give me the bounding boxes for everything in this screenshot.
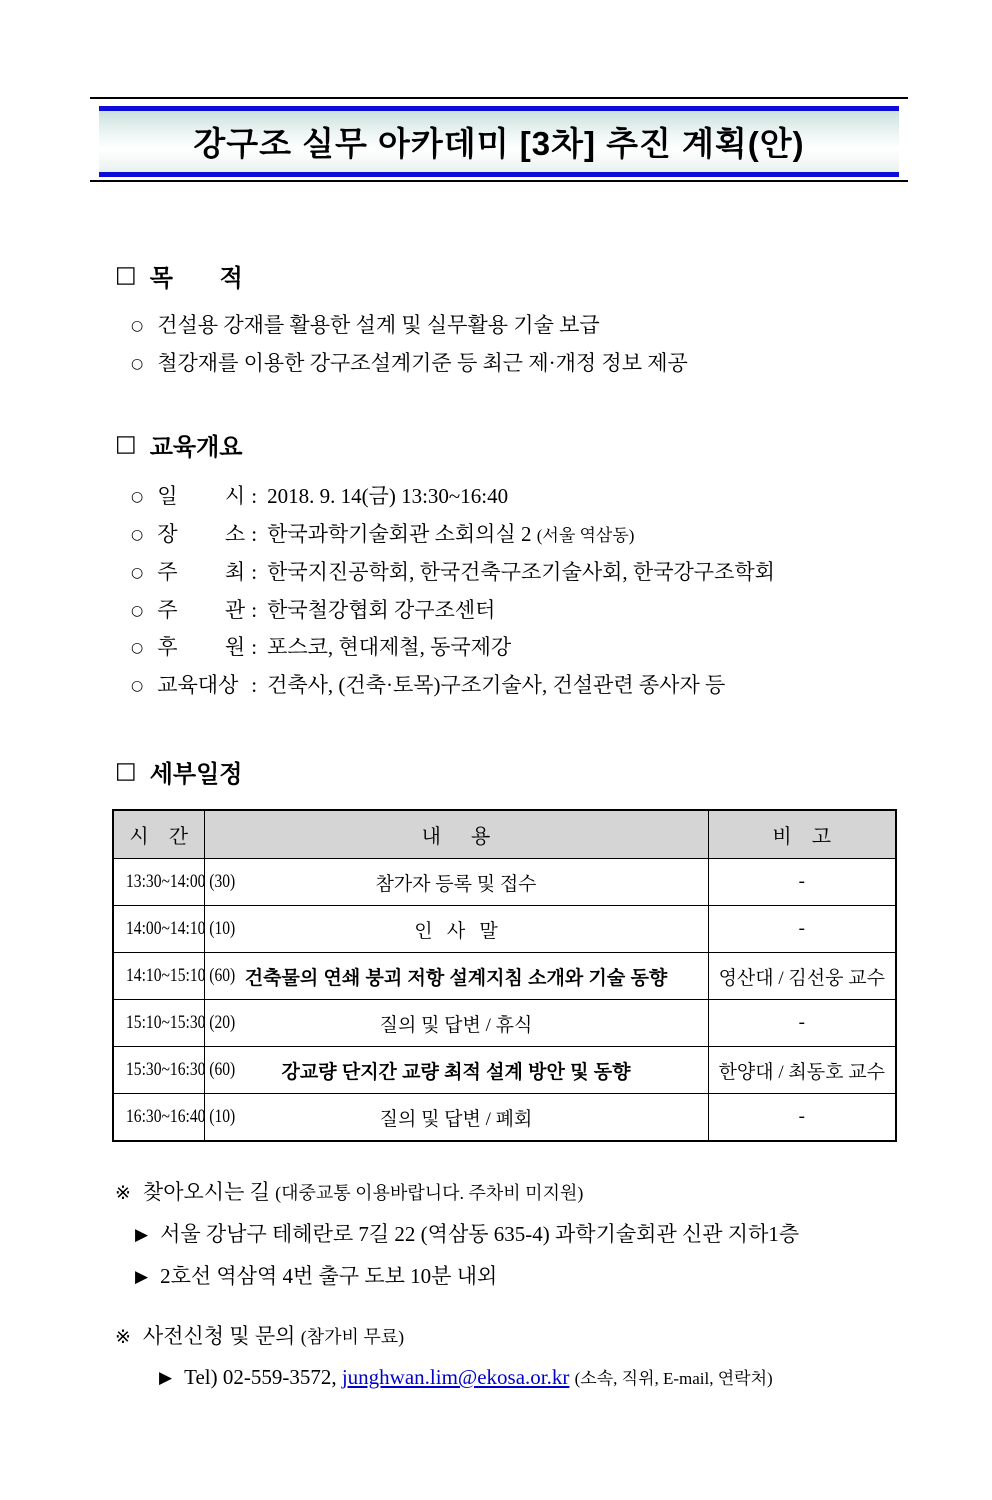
overview-value: 2018. 9. 14(금) 13:30~16:40 xyxy=(267,484,509,508)
reference-mark-icon: ※ xyxy=(115,1326,131,1348)
cell-note: - xyxy=(708,1000,896,1047)
cell-note: 영산대 / 김선웅 교수 xyxy=(708,953,896,1000)
overview-item-sponsors xyxy=(131,629,992,667)
overview-value: 한국철강협회 강구조센터 xyxy=(267,597,496,622)
circle-bullet-icon: ○ xyxy=(131,602,144,619)
cell-time: 14:00~14:10 (10) xyxy=(113,906,204,953)
cell-time: 14:10~15:10 (60) xyxy=(113,953,204,1000)
directions-item-text: 2호선 역삼역 4번 출구 도보 10분 내외 xyxy=(160,1264,498,1288)
schedule-heading xyxy=(115,754,992,789)
title-banner-inner xyxy=(99,106,899,177)
arrow-bullet-icon: ▶ xyxy=(135,1267,149,1287)
overview-item-hosts xyxy=(131,554,992,592)
overview-item-organizer xyxy=(131,592,992,630)
colon: : xyxy=(251,597,258,622)
circle-bullet-icon: ○ xyxy=(131,526,144,543)
schedule-row xyxy=(113,1094,896,1142)
cell-content: 참가자 등록 및 접수 xyxy=(204,859,708,906)
overview-label: 주 관 xyxy=(157,597,246,622)
directions-title-line xyxy=(115,1176,992,1206)
cell-content: 질의 및 답변 / 휴식 xyxy=(204,1000,708,1047)
page-title: 강구조 실무 아카데미 [3차] 추진 계획(안) xyxy=(193,125,805,162)
overview-item-venue xyxy=(131,516,992,555)
registration-contact-line xyxy=(159,1364,992,1390)
overview-value-note: (서울 역삼동) xyxy=(536,525,635,545)
registration-title-line xyxy=(115,1320,992,1350)
circle-bullet-icon: ○ xyxy=(131,640,144,656)
directions-title: 찾아오시는 길 xyxy=(142,1180,270,1204)
title-banner xyxy=(90,97,908,182)
overview-value: 포스코, 현대제철, 동국제강 xyxy=(267,635,512,659)
square-marker-icon: □ xyxy=(115,431,137,457)
section-overview xyxy=(115,427,992,704)
overview-label: 주 최 xyxy=(157,560,246,584)
reference-mark-icon: ※ xyxy=(115,1182,131,1204)
col-header-content: 내 용 xyxy=(204,810,708,859)
overview-value: 한국과학기술회관 소회의실 2 xyxy=(267,521,532,546)
cell-note: - xyxy=(708,1094,896,1142)
square-marker-icon: □ xyxy=(115,758,137,784)
overview-value: 건축사, (건축·토목)구조기술사, 건설관련 종사자 등 xyxy=(267,672,726,697)
circle-bullet-icon: ○ xyxy=(131,489,144,505)
purpose-heading-text: 목 적 xyxy=(149,265,243,292)
purpose-item-text: 철강재를 이용한 강구조설계기준 등 최근 제·개정 정보 제공 xyxy=(157,351,688,375)
registration-note: (참가비 무료) xyxy=(300,1327,405,1347)
schedule-row xyxy=(113,1047,896,1094)
overview-label: 일 시 xyxy=(157,484,246,508)
cell-time: 15:30~16:30 (60) xyxy=(113,1047,204,1094)
directions-note: (대중교통 이용바랍니다. 주차비 미지원) xyxy=(275,1183,584,1203)
overview-item-datetime xyxy=(131,478,992,516)
overview-label: 교육대상 xyxy=(157,672,239,697)
colon: : xyxy=(251,484,258,508)
document-page xyxy=(0,97,992,1500)
cell-time: 15:10~15:30 (20) xyxy=(113,1000,204,1047)
directions-item-text: 서울 강남구 테헤란로 7길 22 (역삼동 635-4) 과학기술회관 신관 지하1층 xyxy=(160,1222,800,1246)
cell-note: - xyxy=(708,859,896,906)
colon: : xyxy=(251,521,258,546)
schedule-row xyxy=(113,859,896,906)
circle-bullet-icon: ○ xyxy=(131,318,144,334)
directions-item-address xyxy=(135,1218,992,1248)
schedule-header-row xyxy=(113,810,896,859)
overview-item-audience xyxy=(131,667,992,705)
purpose-item xyxy=(131,307,992,345)
overview-heading xyxy=(115,427,992,462)
overview-label: 후 원 xyxy=(157,635,246,659)
arrow-bullet-icon: ▶ xyxy=(135,1225,149,1245)
col-header-time: 시 간 xyxy=(113,810,204,859)
purpose-item xyxy=(131,345,992,383)
contact-email-note: (소속, 직위, E-mail, 연락처) xyxy=(574,1369,773,1388)
circle-bullet-icon: ○ xyxy=(131,565,144,581)
colon: : xyxy=(251,672,258,697)
colon: : xyxy=(251,635,258,659)
section-footnotes xyxy=(115,1176,992,1390)
cell-content: 인 사 말 xyxy=(204,906,708,953)
schedule-row xyxy=(113,1000,896,1047)
arrow-bullet-icon: ▶ xyxy=(159,1368,173,1388)
cell-content: 강교량 단지간 교량 최적 설계 방안 및 동향 xyxy=(204,1047,708,1094)
schedule-table xyxy=(112,809,897,1142)
contact-tel: Tel) 02-559-3572, xyxy=(184,1365,337,1389)
purpose-heading xyxy=(115,258,992,293)
cell-note: - xyxy=(708,906,896,953)
directions-item-subway xyxy=(135,1260,992,1290)
purpose-list xyxy=(115,307,992,383)
section-purpose xyxy=(115,258,992,383)
overview-value: 한국지진공학회, 한국건축구조기술사회, 한국강구조학회 xyxy=(267,560,775,584)
section-schedule xyxy=(112,754,992,1142)
purpose-item-text: 건설용 강재를 활용한 설계 및 실무활용 기술 보급 xyxy=(157,313,600,337)
circle-bullet-icon: ○ xyxy=(131,356,144,372)
overview-label: 장 소 xyxy=(157,521,246,546)
circle-bullet-icon: ○ xyxy=(131,677,144,694)
overview-list xyxy=(115,478,992,704)
registration-title: 사전신청 및 문의 xyxy=(142,1324,296,1348)
cell-time: 13:30~14:00 (30) xyxy=(113,859,204,906)
square-marker-icon: □ xyxy=(115,262,137,288)
contact-email-link[interactable]: junghwan.lim@ekosa.or.kr xyxy=(341,1365,570,1389)
overview-heading-text: 교육개요 xyxy=(149,434,243,461)
schedule-row xyxy=(113,906,896,953)
schedule-heading-text: 세부일정 xyxy=(149,761,243,788)
cell-content: 건축물의 연쇄 붕괴 저항 설계지침 소개와 기술 동향 xyxy=(204,953,708,1000)
col-header-note: 비 고 xyxy=(708,810,896,859)
cell-note: 한양대 / 최동호 교수 xyxy=(708,1047,896,1094)
schedule-row xyxy=(113,953,896,1000)
colon: : xyxy=(251,560,258,584)
cell-content: 질의 및 답변 / 폐회 xyxy=(204,1094,708,1142)
cell-time: 16:30~16:40 (10) xyxy=(113,1094,204,1142)
